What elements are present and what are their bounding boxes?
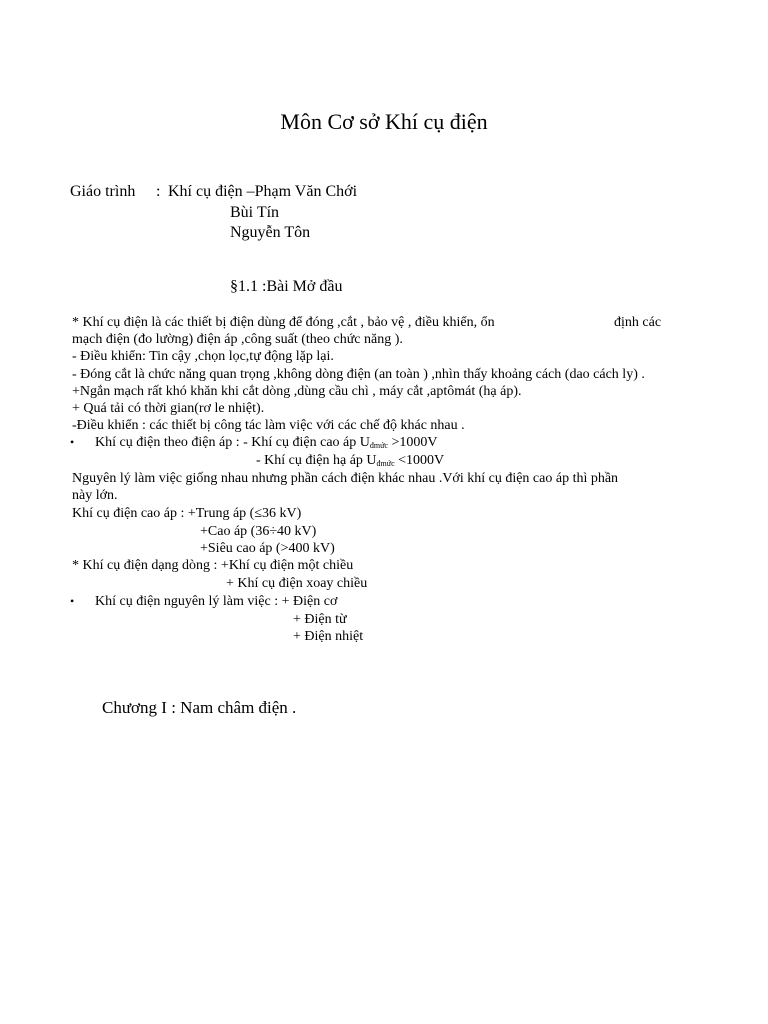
bullet-icon: •: [70, 594, 75, 608]
textbook-author-2: Bùi Tín: [230, 204, 280, 221]
principle-line-b: này lớn.: [72, 488, 118, 503]
body-line-1b: định các: [614, 315, 662, 330]
body-line-1a: * Khí cụ điện là các thiết bị điện dùng để đóng ,cắt , bảo vệ , điều khiển, ổn: [72, 315, 495, 330]
textbook-separator: :: [156, 183, 161, 200]
chapter-heading: Chương I : Nam châm điện .: [102, 698, 297, 717]
textbook-label: Giáo trình: [70, 183, 136, 200]
voltage-low-value: <1000V: [394, 453, 445, 468]
voltage-classification: [95, 434, 437, 454]
body-line-7: -Điều khiển : các thiết bị công tác làm việc với các chế độ khác nhau .: [72, 418, 465, 433]
voltage-lead: Khí cụ điện theo điện áp : - Khí cụ điện cao áp U: [95, 435, 370, 450]
body-line-4: - Đóng cắt là chức năng quan trọng ,không dòng điện (an toàn ) ,nhìn thấy khoảng cách (dao cách ly) .: [72, 367, 645, 382]
working-line-2: + Điện từ: [293, 612, 347, 627]
rated-subscript-2: đmức: [376, 459, 395, 468]
voltage-low-lead: - Khí cụ điện hạ áp U: [256, 453, 377, 468]
working-line-1: Khí cụ điện nguyên lý làm việc : + Điện cơ: [95, 594, 338, 609]
working-line-3: + Điện nhiệt: [293, 629, 364, 644]
bullet-icon: •: [70, 435, 75, 449]
textbook-author-1: Khí cụ điện –Phạm Văn Chới: [168, 183, 358, 200]
body-line-6: + Quá tải có thời gian(rơ le nhiệt).: [72, 401, 265, 416]
body-line-2: mạch điện (đo lường) điện áp ,công suất (theo chức năng ).: [72, 332, 403, 347]
rated-subscript: đmức: [369, 441, 388, 450]
page-title: Môn Cơ sở Khí cụ điện: [280, 109, 488, 134]
principle-line-a: Nguyên lý làm việc giống nhau nhưng phần cách điện khác nhau .Với khí cụ điện cao áp thì phần: [72, 471, 619, 486]
body-line-5: +Ngắn mạch rất khó khăn khi cắt dòng ,dùng cầu chì , máy cắt ,aptômát (hạ áp).: [72, 384, 522, 399]
section-heading: §1.1 :Bài Mở đầu: [230, 278, 343, 295]
hv-line-3: +Siêu cao áp (>400 kV): [200, 541, 335, 556]
textbook-author-3: Nguyễn Tôn: [230, 224, 311, 241]
body-line-3: - Điều khiển: Tin cậy ,chọn lọc,tự động lặp lại.: [72, 349, 334, 364]
hv-line-1: Khí cụ điện cao áp : +Trung áp (≤36 kV): [72, 506, 302, 521]
voltage-low-line: [256, 452, 444, 472]
current-line-2: + Khí cụ điện xoay chiều: [226, 576, 368, 591]
voltage-high-value: >1000V: [387, 435, 438, 450]
hv-line-2: +Cao áp (36÷40 kV): [200, 524, 317, 539]
current-line-1: * Khí cụ điện dạng dòng : +Khí cụ điện một chiều: [72, 558, 354, 573]
